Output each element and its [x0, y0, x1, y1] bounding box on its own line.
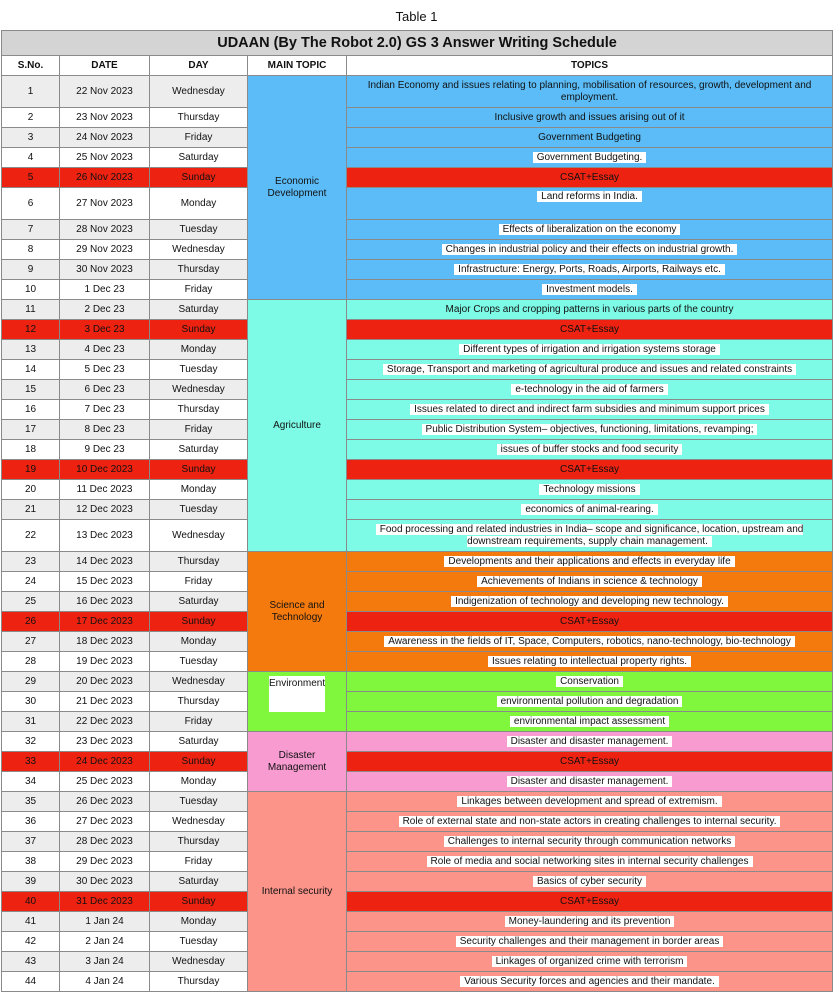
day-cell: Wednesday: [150, 380, 248, 400]
sno-cell: 39: [2, 872, 60, 892]
day-cell: Monday: [150, 772, 248, 792]
day-cell: Saturday: [150, 440, 248, 460]
schedule-row: [2, 812, 833, 832]
date-cell: 19 Dec 2023: [60, 652, 150, 672]
topic-text: Changes in industrial policy and their effects on industrial growth.: [442, 244, 738, 255]
date-cell: 25 Nov 2023: [60, 148, 150, 168]
date-cell: 30 Nov 2023: [60, 260, 150, 280]
topic-text: issues of buffer stocks and food security: [497, 444, 683, 455]
topic-cell: [347, 168, 833, 188]
day-cell: Thursday: [150, 108, 248, 128]
main-topic-cell: Science and Technology: [248, 552, 347, 672]
sno-cell: 7: [2, 220, 60, 240]
day-cell: Wednesday: [150, 672, 248, 692]
topic-cell: [347, 440, 833, 460]
sno-cell: 41: [2, 912, 60, 932]
topic-text: Role of external state and non-state actors in creating challenges to internal security.: [399, 816, 781, 827]
schedule-row: [2, 280, 833, 300]
schedule-row: [2, 360, 833, 380]
sno-cell: 26: [2, 612, 60, 632]
schedule-row: [2, 520, 833, 552]
schedule-row: [2, 220, 833, 240]
topic-text: e-technology in the aid of farmers: [511, 384, 667, 395]
schedule-row: [2, 400, 833, 420]
topic-cell: [347, 812, 833, 832]
topic-cell: [347, 632, 833, 652]
header-main-topic: MAIN TOPIC: [248, 56, 347, 76]
topic-text: economics of animal-rearing.: [521, 504, 657, 515]
sno-cell: 30: [2, 692, 60, 712]
day-cell: Saturday: [150, 872, 248, 892]
sno-cell: 13: [2, 340, 60, 360]
date-cell: 6 Dec 23: [60, 380, 150, 400]
topic-text: Food processing and related industries in India– scope and significance, location, upstream and downstream requirements, supply chain management.: [376, 524, 804, 547]
topic-text: Inclusive growth and issues arising out of it: [494, 111, 685, 123]
day-cell: Friday: [150, 420, 248, 440]
date-cell: 21 Dec 2023: [60, 692, 150, 712]
date-cell: 11 Dec 2023: [60, 480, 150, 500]
topic-text: Government Budgeting.: [533, 152, 647, 163]
topic-cell: [347, 612, 833, 632]
day-cell: Tuesday: [150, 932, 248, 952]
header-row: [2, 56, 833, 76]
date-cell: 13 Dec 2023: [60, 520, 150, 552]
sno-cell: 2: [2, 108, 60, 128]
schedule-row: [2, 712, 833, 732]
topic-text: Role of media and social networking sites in internal security challenges: [427, 856, 753, 867]
topic-text: Money-laundering and its prevention: [505, 916, 675, 927]
schedule-row: [2, 872, 833, 892]
sno-cell: 10: [2, 280, 60, 300]
schedule-row: [2, 300, 833, 320]
topic-cell: [347, 480, 833, 500]
date-cell: 17 Dec 2023: [60, 612, 150, 632]
topic-cell: [347, 188, 833, 220]
day-cell: Monday: [150, 632, 248, 652]
sno-cell: 28: [2, 652, 60, 672]
topic-text: Linkages between development and spread of extremism.: [457, 796, 721, 807]
table-caption: Table 1: [395, 9, 438, 24]
schedule-row: [2, 772, 833, 792]
topic-cell: [347, 500, 833, 520]
topic-cell: [347, 320, 833, 340]
topic-text: Public Distribution System– objectives, functioning, limitations, revamping;: [422, 424, 758, 435]
topic-cell: [347, 300, 833, 320]
main-topic-label: Environment: [269, 676, 325, 712]
day-cell: Friday: [150, 712, 248, 732]
date-cell: 26 Dec 2023: [60, 792, 150, 812]
topic-text: Security challenges and their management in border areas: [456, 936, 724, 947]
day-cell: Thursday: [150, 692, 248, 712]
day-cell: Tuesday: [150, 500, 248, 520]
date-cell: 5 Dec 23: [60, 360, 150, 380]
topic-text: Disaster and disaster management.: [507, 736, 673, 747]
day-cell: Sunday: [150, 752, 248, 772]
day-cell: Wednesday: [150, 520, 248, 552]
schedule-row: [2, 460, 833, 480]
date-cell: 22 Dec 2023: [60, 712, 150, 732]
date-cell: 3 Dec 23: [60, 320, 150, 340]
date-cell: 20 Dec 2023: [60, 672, 150, 692]
day-cell: Thursday: [150, 260, 248, 280]
day-cell: Wednesday: [150, 812, 248, 832]
schedule-row: [2, 480, 833, 500]
topic-cell: [347, 892, 833, 912]
topic-cell: [347, 380, 833, 400]
topic-cell: [347, 972, 833, 992]
sno-cell: 1: [2, 76, 60, 108]
schedule-row: [2, 108, 833, 128]
schedule-row: [2, 168, 833, 188]
date-cell: 8 Dec 23: [60, 420, 150, 440]
topic-cell: [347, 832, 833, 852]
schedule-row: [2, 672, 833, 692]
topic-cell: [347, 752, 833, 772]
date-cell: 16 Dec 2023: [60, 592, 150, 612]
sno-cell: 33: [2, 752, 60, 772]
schedule-row: [2, 852, 833, 872]
day-cell: Tuesday: [150, 792, 248, 812]
day-cell: Saturday: [150, 148, 248, 168]
header-date: DATE: [60, 56, 150, 76]
topic-cell: [347, 340, 833, 360]
date-cell: 29 Dec 2023: [60, 852, 150, 872]
schedule-row: [2, 792, 833, 812]
sno-cell: 38: [2, 852, 60, 872]
schedule-row: [2, 420, 833, 440]
topic-cell: [347, 240, 833, 260]
day-cell: Thursday: [150, 832, 248, 852]
topic-cell: [347, 672, 833, 692]
topic-cell: [347, 552, 833, 572]
day-cell: Friday: [150, 852, 248, 872]
date-cell: 30 Dec 2023: [60, 872, 150, 892]
sno-cell: 17: [2, 420, 60, 440]
topic-text: Awareness in the fields of IT, Space, Computers, robotics, nano-technology, bio-technology: [384, 636, 795, 647]
topic-text: Developments and their applications and effects in everyday life: [444, 556, 734, 567]
topic-cell: [347, 852, 833, 872]
sno-cell: 5: [2, 168, 60, 188]
schedule-row: [2, 892, 833, 912]
topic-text: CSAT+Essay: [560, 615, 620, 627]
day-cell: Saturday: [150, 300, 248, 320]
date-cell: 23 Nov 2023: [60, 108, 150, 128]
topic-cell: [347, 732, 833, 752]
day-cell: Sunday: [150, 168, 248, 188]
date-cell: 25 Dec 2023: [60, 772, 150, 792]
schedule-row: [2, 552, 833, 572]
topic-text: Land reforms in India.: [537, 191, 642, 202]
header-day: DAY: [150, 56, 248, 76]
topic-text: CSAT+Essay: [560, 895, 620, 907]
schedule-row: [2, 340, 833, 360]
sno-cell: 8: [2, 240, 60, 260]
topic-cell: [347, 128, 833, 148]
date-cell: 26 Nov 2023: [60, 168, 150, 188]
sno-cell: 22: [2, 520, 60, 552]
table-title: UDAAN (By The Robot 2.0) GS 3 Answer Writing Schedule: [2, 31, 833, 56]
sno-cell: 20: [2, 480, 60, 500]
schedule-row: [2, 500, 833, 520]
day-cell: Sunday: [150, 612, 248, 632]
date-cell: 2 Dec 23: [60, 300, 150, 320]
day-cell: Wednesday: [150, 240, 248, 260]
topic-text: Various Security forces and agencies and their mandate.: [460, 976, 719, 987]
topic-text: Investment models.: [542, 284, 637, 295]
date-cell: 7 Dec 23: [60, 400, 150, 420]
schedule-row: [2, 128, 833, 148]
day-cell: Tuesday: [150, 652, 248, 672]
sno-cell: 36: [2, 812, 60, 832]
topic-text: Basics of cyber security: [533, 876, 646, 887]
schedule-row: [2, 832, 833, 852]
header-sno: S.No.: [2, 56, 60, 76]
day-cell: Monday: [150, 912, 248, 932]
sno-cell: 6: [2, 188, 60, 220]
schedule-row: [2, 732, 833, 752]
topic-cell: [347, 712, 833, 732]
topic-cell: [347, 220, 833, 240]
sno-cell: 34: [2, 772, 60, 792]
schedule-row: [2, 912, 833, 932]
schedule-row: [2, 652, 833, 672]
topic-cell: [347, 260, 833, 280]
topic-cell: [347, 400, 833, 420]
date-cell: 29 Nov 2023: [60, 240, 150, 260]
date-cell: 28 Dec 2023: [60, 832, 150, 852]
date-cell: 28 Nov 2023: [60, 220, 150, 240]
topic-cell: [347, 872, 833, 892]
schedule-row: [2, 612, 833, 632]
main-topic-cell: Economic Development: [248, 76, 347, 300]
day-cell: Thursday: [150, 400, 248, 420]
schedule-row: [2, 240, 833, 260]
topic-cell: [347, 592, 833, 612]
sno-cell: 25: [2, 592, 60, 612]
schedule-row: [2, 440, 833, 460]
topic-cell: [347, 652, 833, 672]
sno-cell: 31: [2, 712, 60, 732]
sno-cell: 4: [2, 148, 60, 168]
topic-cell: [347, 148, 833, 168]
date-cell: 1 Jan 24: [60, 912, 150, 932]
topic-cell: [347, 460, 833, 480]
topic-text: environmental pollution and degradation: [497, 696, 683, 707]
sno-cell: 29: [2, 672, 60, 692]
sno-cell: 40: [2, 892, 60, 912]
date-cell: 4 Dec 23: [60, 340, 150, 360]
day-cell: Sunday: [150, 892, 248, 912]
topic-text: CSAT+Essay: [560, 323, 620, 335]
date-cell: 2 Jan 24: [60, 932, 150, 952]
schedule-row: [2, 752, 833, 772]
day-cell: Saturday: [150, 592, 248, 612]
topic-text: Major Crops and cropping patterns in various parts of the country: [445, 303, 734, 315]
main-topic-cell: Agriculture: [248, 300, 347, 552]
schedule-row: [2, 932, 833, 952]
title-row: [2, 31, 833, 56]
day-cell: Tuesday: [150, 360, 248, 380]
day-cell: Friday: [150, 128, 248, 148]
topic-text: Different types of irrigation and irrigation systems storage: [459, 344, 720, 355]
date-cell: 24 Dec 2023: [60, 752, 150, 772]
date-cell: 18 Dec 2023: [60, 632, 150, 652]
schedule-row: [2, 692, 833, 712]
topic-text: Conservation: [556, 676, 623, 687]
sno-cell: 18: [2, 440, 60, 460]
sno-cell: 3: [2, 128, 60, 148]
topic-text: Disaster and disaster management.: [507, 776, 673, 787]
topic-text: Achievements of Indians in science & technology: [477, 576, 702, 587]
topic-text: Issues relating to intellectual property rights.: [488, 656, 691, 667]
date-cell: 15 Dec 2023: [60, 572, 150, 592]
main-topic-cell: Disaster Management: [248, 732, 347, 792]
schedule-row: [2, 260, 833, 280]
sno-cell: 32: [2, 732, 60, 752]
topic-cell: [347, 76, 833, 108]
topic-text: Effects of liberalization on the economy: [499, 224, 681, 235]
date-cell: 22 Nov 2023: [60, 76, 150, 108]
sno-cell: 19: [2, 460, 60, 480]
topic-cell: [347, 360, 833, 380]
sno-cell: 27: [2, 632, 60, 652]
date-cell: 27 Dec 2023: [60, 812, 150, 832]
topic-cell: [347, 572, 833, 592]
date-cell: 9 Dec 23: [60, 440, 150, 460]
sno-cell: 14: [2, 360, 60, 380]
topic-text: CSAT+Essay: [560, 463, 620, 475]
sno-cell: 42: [2, 932, 60, 952]
schedule-row: [2, 320, 833, 340]
schedule-table: [1, 30, 833, 992]
topic-cell: [347, 772, 833, 792]
topic-text: CSAT+Essay: [560, 171, 620, 183]
topic-text: Issues related to direct and indirect farm subsidies and minimum support prices: [410, 404, 769, 415]
topic-text: Indian Economy and issues relating to planning, mobilisation of resources, growth, development and employment.: [367, 79, 812, 103]
topic-text: Infrastructure: Energy, Ports, Roads, Airports, Railways etc.: [454, 264, 725, 275]
topic-text: Government Budgeting: [538, 131, 641, 143]
day-cell: Friday: [150, 280, 248, 300]
day-cell: Wednesday: [150, 76, 248, 108]
day-cell: Friday: [150, 572, 248, 592]
topic-cell: [347, 520, 833, 552]
day-cell: Thursday: [150, 552, 248, 572]
date-cell: 14 Dec 2023: [60, 552, 150, 572]
date-cell: 31 Dec 2023: [60, 892, 150, 912]
day-cell: Tuesday: [150, 220, 248, 240]
date-cell: 24 Nov 2023: [60, 128, 150, 148]
date-cell: 3 Jan 24: [60, 952, 150, 972]
topic-text: Technology missions: [539, 484, 639, 495]
topic-cell: [347, 952, 833, 972]
topic-text: Storage, Transport and marketing of agricultural produce and issues and related constraints: [383, 364, 796, 375]
topic-cell: [347, 692, 833, 712]
schedule-body: [2, 76, 833, 992]
day-cell: Wednesday: [150, 952, 248, 972]
schedule-row: [2, 380, 833, 400]
day-cell: Saturday: [150, 732, 248, 752]
sno-cell: 43: [2, 952, 60, 972]
date-cell: 23 Dec 2023: [60, 732, 150, 752]
sno-cell: 12: [2, 320, 60, 340]
main-topic-cell: [248, 672, 347, 732]
day-cell: Monday: [150, 480, 248, 500]
schedule-row: [2, 972, 833, 992]
sno-cell: 37: [2, 832, 60, 852]
topic-cell: [347, 280, 833, 300]
schedule-row: [2, 188, 833, 220]
sno-cell: 16: [2, 400, 60, 420]
topic-cell: [347, 792, 833, 812]
schedule-row: [2, 952, 833, 972]
topic-text: environmental impact assessment: [510, 716, 669, 727]
topic-text: Linkages of organized crime with terrorism: [492, 956, 688, 967]
topic-text: Challenges to internal security through communication networks: [444, 836, 735, 847]
topic-cell: [347, 912, 833, 932]
topic-cell: [347, 932, 833, 952]
sno-cell: 24: [2, 572, 60, 592]
main-topic-cell: Internal security: [248, 792, 347, 992]
topic-cell: [347, 108, 833, 128]
schedule-row: [2, 148, 833, 168]
day-cell: Monday: [150, 188, 248, 220]
day-cell: Sunday: [150, 460, 248, 480]
header-topics: TOPICS: [347, 56, 833, 76]
topic-cell: [347, 420, 833, 440]
date-cell: 1 Dec 23: [60, 280, 150, 300]
schedule-row: [2, 592, 833, 612]
topic-text: Indigenization of technology and developing new technology.: [451, 596, 728, 607]
schedule-row: [2, 76, 833, 108]
day-cell: Sunday: [150, 320, 248, 340]
sno-cell: 15: [2, 380, 60, 400]
day-cell: Thursday: [150, 972, 248, 992]
sno-cell: 11: [2, 300, 60, 320]
date-cell: 27 Nov 2023: [60, 188, 150, 220]
topic-text: CSAT+Essay: [560, 755, 620, 767]
date-cell: 4 Jan 24: [60, 972, 150, 992]
schedule-row: [2, 572, 833, 592]
date-cell: 12 Dec 2023: [60, 500, 150, 520]
sno-cell: 21: [2, 500, 60, 520]
sno-cell: 23: [2, 552, 60, 572]
day-cell: Monday: [150, 340, 248, 360]
sno-cell: 9: [2, 260, 60, 280]
sno-cell: 35: [2, 792, 60, 812]
date-cell: 10 Dec 2023: [60, 460, 150, 480]
schedule-row: [2, 632, 833, 652]
sno-cell: 44: [2, 972, 60, 992]
